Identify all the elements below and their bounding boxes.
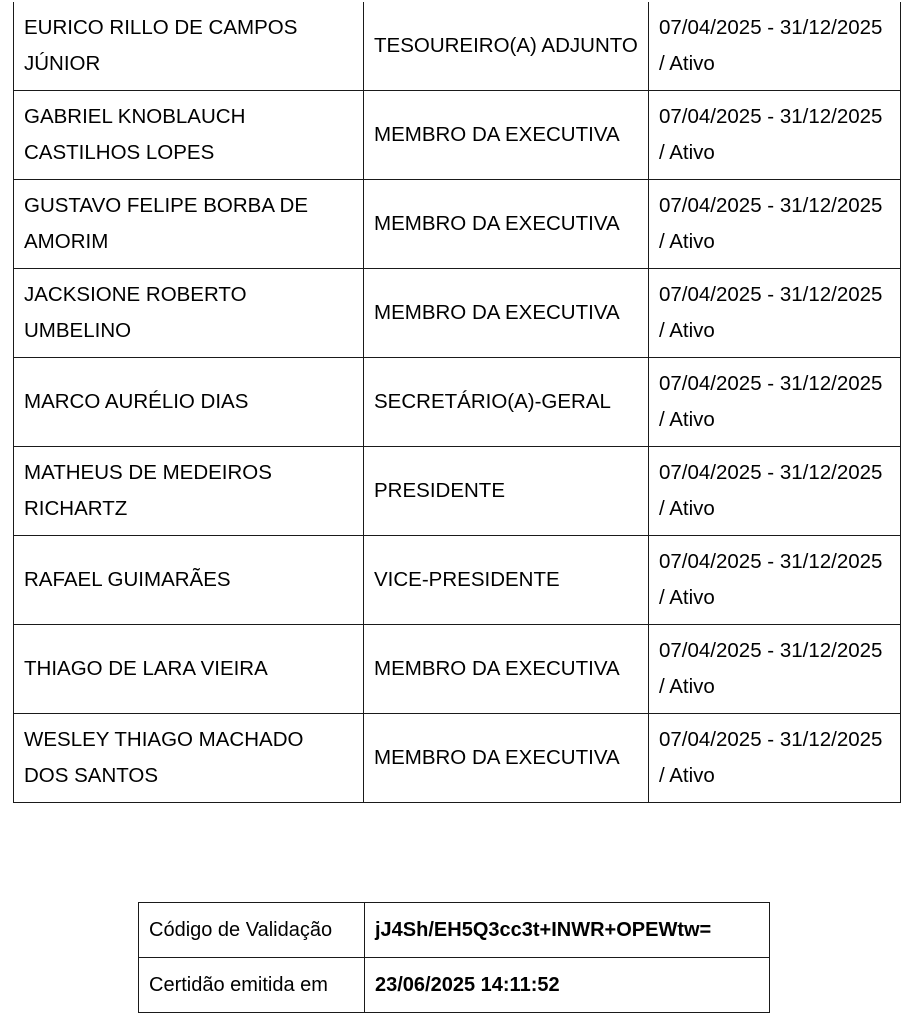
member-name: MARCO AURÉLIO DIAS (14, 358, 364, 447)
member-name: EURICO RILLO DE CAMPOS JÚNIOR (14, 2, 364, 91)
member-role: MEMBRO DA EXECUTIVA (364, 625, 649, 714)
member-role: MEMBRO DA EXECUTIVA (364, 714, 649, 803)
issued-at-value: 23/06/2025 14:11:52 (365, 958, 770, 1013)
table-row (14, 2, 901, 91)
member-period: 07/04/2025 - 31/12/2025 / Ativo (649, 180, 901, 269)
validation-code-row (139, 903, 770, 958)
member-role: SECRETÁRIO(A)-GERAL (364, 358, 649, 447)
validation-code-value: jJ4Sh/EH5Q3cc3t+INWR+OPEWtw= (365, 903, 770, 958)
member-role: TESOUREIRO(A) ADJUNTO (364, 2, 649, 91)
table-row (14, 536, 901, 625)
member-period: 07/04/2025 - 31/12/2025 / Ativo (649, 358, 901, 447)
member-period: 07/04/2025 - 31/12/2025 / Ativo (649, 91, 901, 180)
table-row (14, 714, 901, 803)
validation-code-label: Código de Validação (139, 903, 365, 958)
member-name: MATHEUS DE MEDEIROS RICHARTZ (14, 447, 364, 536)
table-row (14, 91, 901, 180)
member-name: WESLEY THIAGO MACHADO DOS SANTOS (14, 714, 364, 803)
member-role: VICE-PRESIDENTE (364, 536, 649, 625)
table-row (14, 447, 901, 536)
validation-table (138, 902, 770, 1013)
table-row (14, 358, 901, 447)
member-period: 07/04/2025 - 31/12/2025 / Ativo (649, 536, 901, 625)
member-name: JACKSIONE ROBERTO UMBELINO (14, 269, 364, 358)
member-name: GUSTAVO FELIPE BORBA DE AMORIM (14, 180, 364, 269)
member-role: MEMBRO DA EXECUTIVA (364, 180, 649, 269)
member-period: 07/04/2025 - 31/12/2025 / Ativo (649, 625, 901, 714)
member-name: THIAGO DE LARA VIEIRA (14, 625, 364, 714)
table-row (14, 269, 901, 358)
member-period: 07/04/2025 - 31/12/2025 / Ativo (649, 447, 901, 536)
issued-at-row (139, 958, 770, 1013)
member-period: 07/04/2025 - 31/12/2025 / Ativo (649, 714, 901, 803)
members-table (13, 2, 901, 803)
member-role: MEMBRO DA EXECUTIVA (364, 269, 649, 358)
table-row (14, 625, 901, 714)
issued-at-label: Certidão emitida em (139, 958, 365, 1013)
member-period: 07/04/2025 - 31/12/2025 / Ativo (649, 269, 901, 358)
member-role: PRESIDENTE (364, 447, 649, 536)
member-name: GABRIEL KNOBLAUCH CASTILHOS LOPES (14, 91, 364, 180)
member-name: RAFAEL GUIMARÃES (14, 536, 364, 625)
member-role: MEMBRO DA EXECUTIVA (364, 91, 649, 180)
table-row (14, 180, 901, 269)
member-period: 07/04/2025 - 31/12/2025 / Ativo (649, 2, 901, 91)
